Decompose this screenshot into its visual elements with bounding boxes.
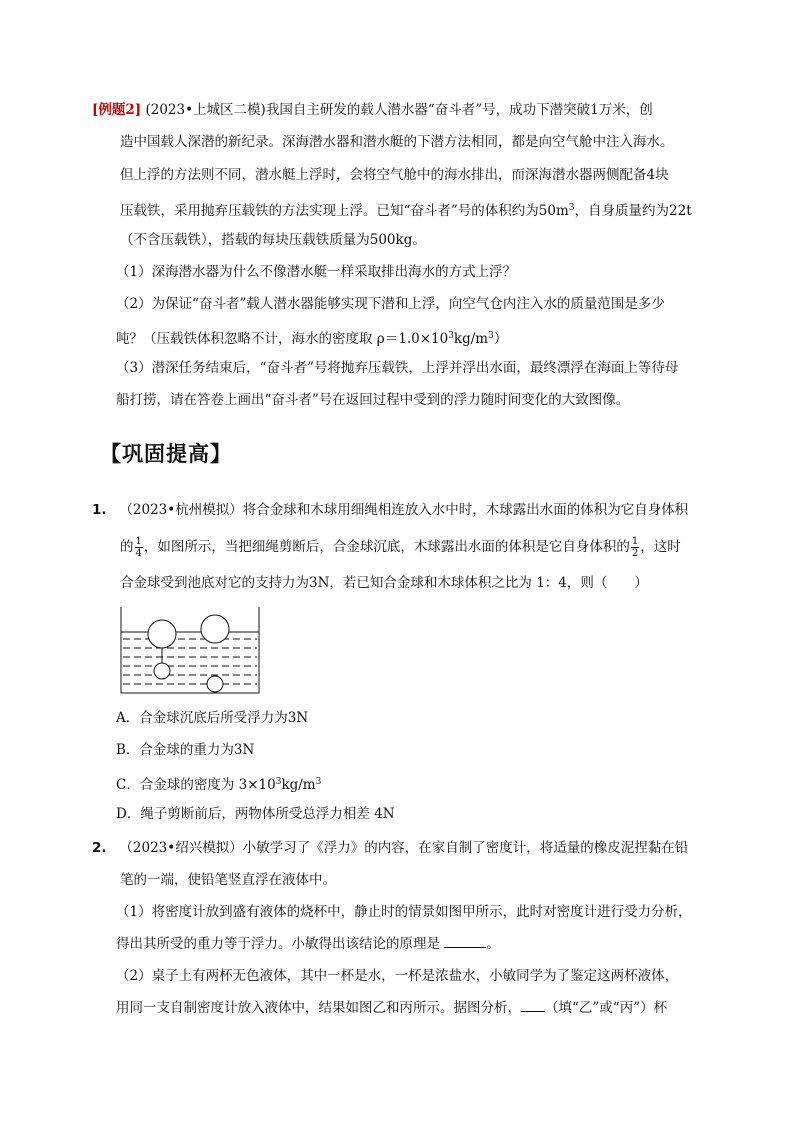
problem2-number: 2.	[92, 840, 107, 856]
example-q3-line-2: 船打捞，请在答卷上画出“奋斗者”号在返回过程中受到的浮力随时间变化的大致图像。	[116, 392, 630, 408]
problem1-text-2c: ，这时	[640, 539, 681, 555]
example-tag: [例题2]	[92, 102, 142, 118]
alloy-ball-hanging	[154, 663, 170, 679]
fraction-one-quarter	[135, 536, 143, 559]
option-c	[116, 772, 321, 795]
water-hatching	[123, 639, 257, 684]
example-q2-line-1: （2）为保证“奋斗者”载人潜水器能够实现下潜和上浮，向空气仓内注入水的质量范围是多少	[116, 296, 665, 312]
example-line-1	[92, 100, 653, 120]
beaker-figure	[118, 605, 268, 697]
example-intro-4b: ，自身质量约为22t	[574, 203, 692, 219]
section-title: 【巩固提高】	[100, 441, 232, 466]
problem1-line-2	[120, 535, 681, 559]
example-q3-line-1: （3）潜深任务结束后，“奋斗者”号将抛弃压载铁，上浮并浮出水面，最终漂浮在海面上等待母	[116, 360, 679, 376]
q2-text-a: 吨？（压载铁体积忽略不计，海水的密度取 ρ＝1.0×10	[116, 331, 449, 347]
problem2-line-3: （1）将密度计放到盛有液体的烧杯中，静止时的情景如图甲所示，此时对密度计进行受力分析，	[116, 904, 692, 920]
q2-text-b: kg/m	[453, 331, 489, 347]
sup-3: 3	[448, 331, 454, 341]
example-intro-3: 但上浮的方法则不同，潜水艇上浮时，会将空气舱中的海水排出，而深海潜水器两侧配备4块	[120, 167, 669, 183]
example-intro-4	[120, 198, 692, 221]
option-c-text-a: C．合金球的密度为 3×10	[116, 777, 276, 793]
problem2-line-4	[116, 934, 500, 954]
problem1-text-2b: ，如图所示，当把细绳剪断后，合金球沉底，木球露出水面的体积是它自身体积的	[143, 539, 630, 555]
option-a: A．合金球沉底后所受浮力为3N	[116, 710, 309, 726]
frac-den: 4	[135, 548, 142, 559]
option-b: B．合金球的重力为3N	[116, 742, 255, 758]
example-q1: （1）深海潜水器为什么不像潜水艇一样采取排出海水的方式上浮？	[116, 264, 517, 280]
sup-3: 3	[568, 203, 575, 213]
problem1-number: 1.	[92, 502, 107, 518]
problem2-line-5: （2）桌子上有两杯无色液体，其中一杯是水，一杯是浓盐水，小敏同学为了鉴定这两杯液体，	[116, 968, 679, 984]
problem1-line-1	[92, 500, 688, 520]
wooden-ball-floating	[201, 615, 229, 643]
alloy-ball-sunk	[207, 676, 223, 692]
frac-num: 1	[631, 536, 639, 547]
answer-blank[interactable]	[444, 947, 486, 948]
container-outline	[121, 607, 259, 693]
example-intro-5: （不含压载铁），搭载的每块压载铁质量为500kg。	[120, 232, 426, 248]
problem2-text-4-end: 。	[486, 936, 500, 952]
option-c-text-b: kg/m	[281, 777, 316, 793]
problem1-text-2a: 的	[120, 539, 134, 555]
problem2-text-6a: 用同一支自制密度计放入液体中，结果如图乙和丙所示。据图分析，	[116, 1000, 521, 1016]
problem1-line-3: 合金球受到池底对它的支持力为3N，若已知合金球和木球体积之比为 1：4，则（ ）	[120, 575, 648, 591]
example-intro-2: 造中国载人深潜的新纪录。深海潜水器和潜水艇的下潜方法相同，都是向空气舱中注入海水。	[120, 134, 674, 150]
wooden-ball-tied	[148, 620, 176, 648]
frac-den: 2	[631, 548, 639, 559]
sup-3: 3	[488, 331, 494, 341]
problem2-text-6b: （填“乙”或“丙”）杯	[545, 1000, 668, 1016]
example-q2-line-2	[116, 326, 507, 349]
sup-3: 3	[275, 777, 282, 787]
problem2-text-1: （2023•绍兴模拟）小敏学习了《浮力》的内容，在家自制了密度计，将适量的橡皮泥捏黏在铅	[119, 840, 689, 856]
problem2-line-2: 笔的一端，使铅笔竖直浮在液体中。	[120, 872, 336, 888]
sup-3: 3	[315, 777, 322, 787]
problem2-text-4: 得出其所受的重力等于浮力。小敏得出该结论的原理是	[116, 936, 440, 952]
example-intro-4a: 压载铁，采用抛弃压载铁的方法实现上浮。已知“奋斗者”号的体积约为50m	[120, 203, 569, 219]
fraction-one-half	[631, 536, 639, 559]
problem2-line-6	[116, 998, 667, 1018]
problem2-line-1	[92, 838, 688, 858]
example-intro-1: (2023•上城区二模)我国自主研发的载人潜水器“奋斗者”号，成功下潜突破1万米，创	[145, 102, 653, 118]
answer-blank[interactable]	[521, 1011, 545, 1012]
frac-num: 1	[135, 536, 142, 547]
q2-text-c: ）	[493, 331, 508, 347]
option-d: D．绳子剪断前后，两物体所受总浮力相差 4N	[116, 806, 395, 822]
problem1-text-1: （2023•杭州模拟）将合金球和木球用细绳相连放入水中时，木球露出水面的体积为它自身体积	[119, 502, 689, 518]
